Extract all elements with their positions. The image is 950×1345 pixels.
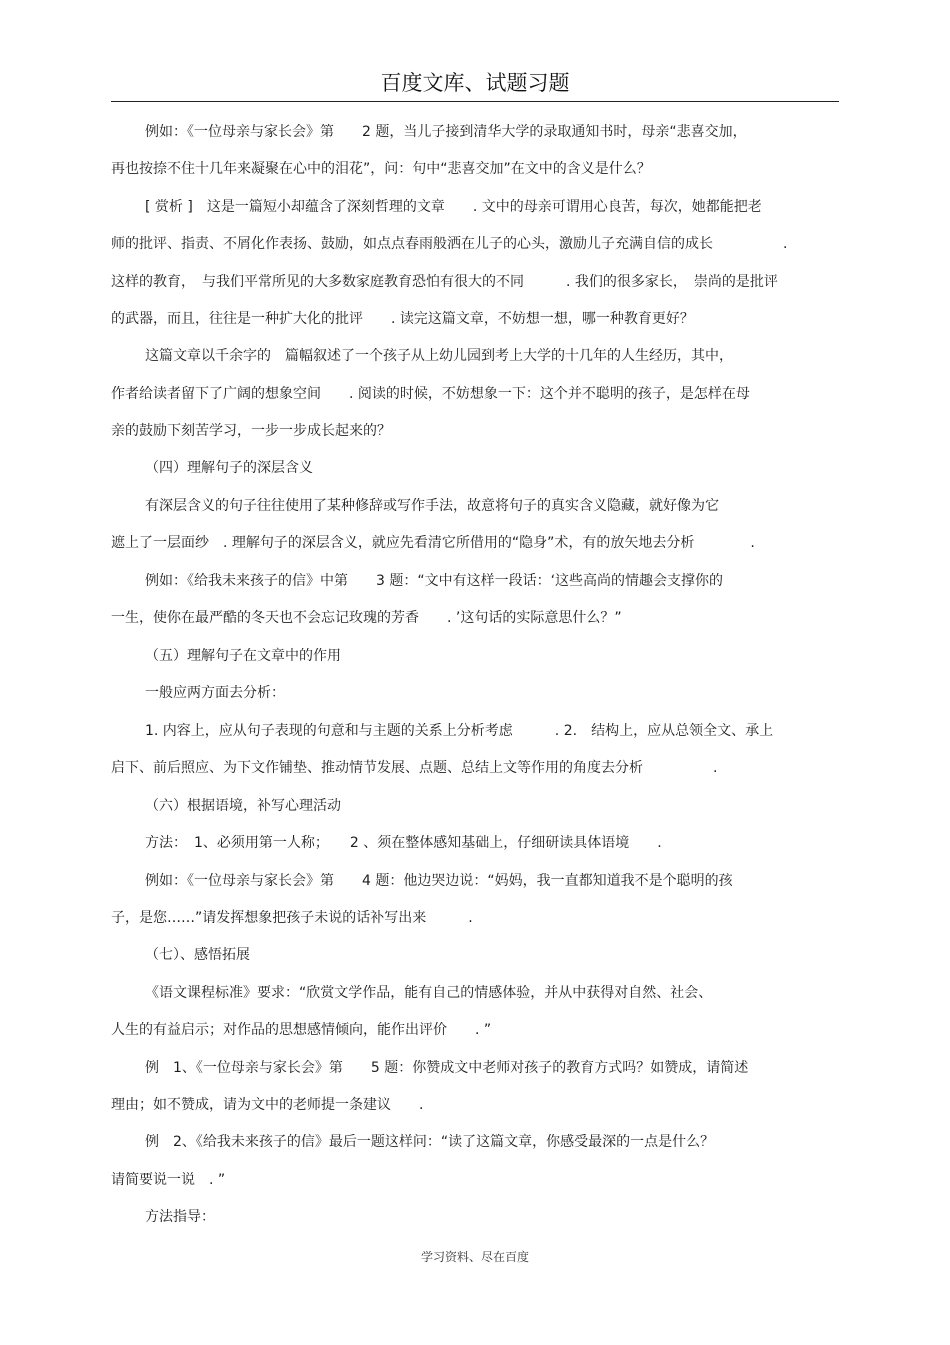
- body-line-1: 例如：《一位母亲与家长会》第 2 题，当儿子接到清华大学的录取通知书时，母亲“悲喜交加，: [145, 124, 747, 140]
- page-title: 百度文库、试题习题: [380, 71, 570, 95]
- header-divider: [111, 101, 839, 102]
- body-line-22: 子，是您……”请发挥想象把孩子未说的话补写出来 .: [111, 910, 473, 926]
- body-line-25: 人生的有益启示；对作品的思想感情倾向，能作出评价 . ”: [111, 1022, 492, 1038]
- body-line-18: 启下、前后照应、为下文作铺垫、推动情节发展、点题、总结上文等作用的角度去分析 .: [111, 760, 718, 776]
- body-line-3: [ 赏析 ] 这是一篇短小却蕴含了深刻哲理的文章 . 文中的母亲可谓用心良苦，每次，她都能把老: [145, 199, 762, 215]
- body-line-9: 亲的鼓励下刻苦学习，一步一步成长起来的？: [111, 423, 391, 439]
- page-footer: 学习资料、尽在百度: [420, 1250, 529, 1264]
- body-line-26: 例 1、《一位母亲与家长会》第 5 题：你赞成文中老师对孩子的教育方式吗？如赞成，请简述: [145, 1060, 749, 1076]
- body-line-6: 的武器，而且，往往是一种扩大化的批评 . 读完这篇文章，不妨想一想，哪一种教育更好？: [111, 311, 694, 327]
- section-heading-6: （六）根据语境，补写心理活动: [145, 798, 341, 814]
- body-line-29: 请简要说一说 . ”: [111, 1172, 226, 1188]
- body-line-21: 例如：《一位母亲与家长会》第 4 题：他边哭边说：“妈妈，我一直都知道我不是个聪明的孩: [145, 873, 733, 889]
- body-line-20: 方法： 1、必须用第一人称； 2 、须在整体感知基础上，仔细研读具体语境 .: [145, 835, 662, 851]
- body-line-13: 例如：《给我未来孩子的信》中第 3 题：“文中有这样一段话：‘这些高尚的情趣会支撑你的: [145, 573, 724, 589]
- body-line-2: 再也按捺不住十几年来凝聚在心中的泪花”，问：句中“悲喜交加”在文中的含义是什么？: [111, 161, 651, 177]
- body-line-14: 一生，使你在最严酷的冬天也不会忘记玫瑰的芳香 . ’这句话的实际意思什么？”: [111, 610, 622, 626]
- section-heading-7: （七）、感悟拓展: [145, 947, 250, 963]
- section-heading-4: （四）理解句子的深层含义: [145, 460, 313, 476]
- section-heading-5: （五）理解句子在文章中的作用: [145, 648, 341, 664]
- body-line-24: 《语文课程标准》要求：“欣赏文学作品，能有自己的情感体验，并从中获得对自然、社会、: [145, 985, 713, 1001]
- body-line-5: 这样的教育， 与我们平常所见的大多数家庭教育恐怕有很大的不同 . 我们的很多家长， 崇尚的是批评: [111, 274, 778, 290]
- body-line-12: 遮上了一层面纱 . 理解句子的深层含义，就应先看清它所借用的“隐身”术，有的放矢地去分析 .: [111, 535, 755, 551]
- body-line-27: 理由；如不赞成，请为文中的老师提一条建议 .: [111, 1097, 424, 1113]
- body-line-4: 师的批评、指责、不屑化作表扬、鼓励，如点点春雨般洒在儿子的心头，激励儿子充满自信的成长 .: [111, 236, 788, 252]
- body-line-17: 1. 内容上，应从句子表现的句意和与主题的关系上分析考虑 . 2. 结构上，应从总领全文、承上: [145, 723, 774, 739]
- body-line-7: 这篇文章以千余字的 篇幅叙述了一个孩子从上幼儿园到考上大学的十几年的人生经历，其中，: [145, 348, 733, 364]
- body-line-28: 例 2、《给我未来孩子的信》最后一题这样问：“读了这篇文章，你感受最深的一点是什么？: [145, 1134, 715, 1150]
- body-line-16: 一般应两方面去分析：: [145, 685, 285, 701]
- body-line-8: 作者给读者留下了广阔的想象空间 . 阅读的时候，不妨想象一下：这个并不聪明的孩子，是怎样在母: [111, 386, 750, 402]
- body-line-11: 有深层含义的句子往往使用了某种修辞或写作手法，故意将句子的真实含义隐藏，就好像为它: [145, 498, 719, 514]
- body-line-30: 方法指导：: [145, 1209, 215, 1225]
